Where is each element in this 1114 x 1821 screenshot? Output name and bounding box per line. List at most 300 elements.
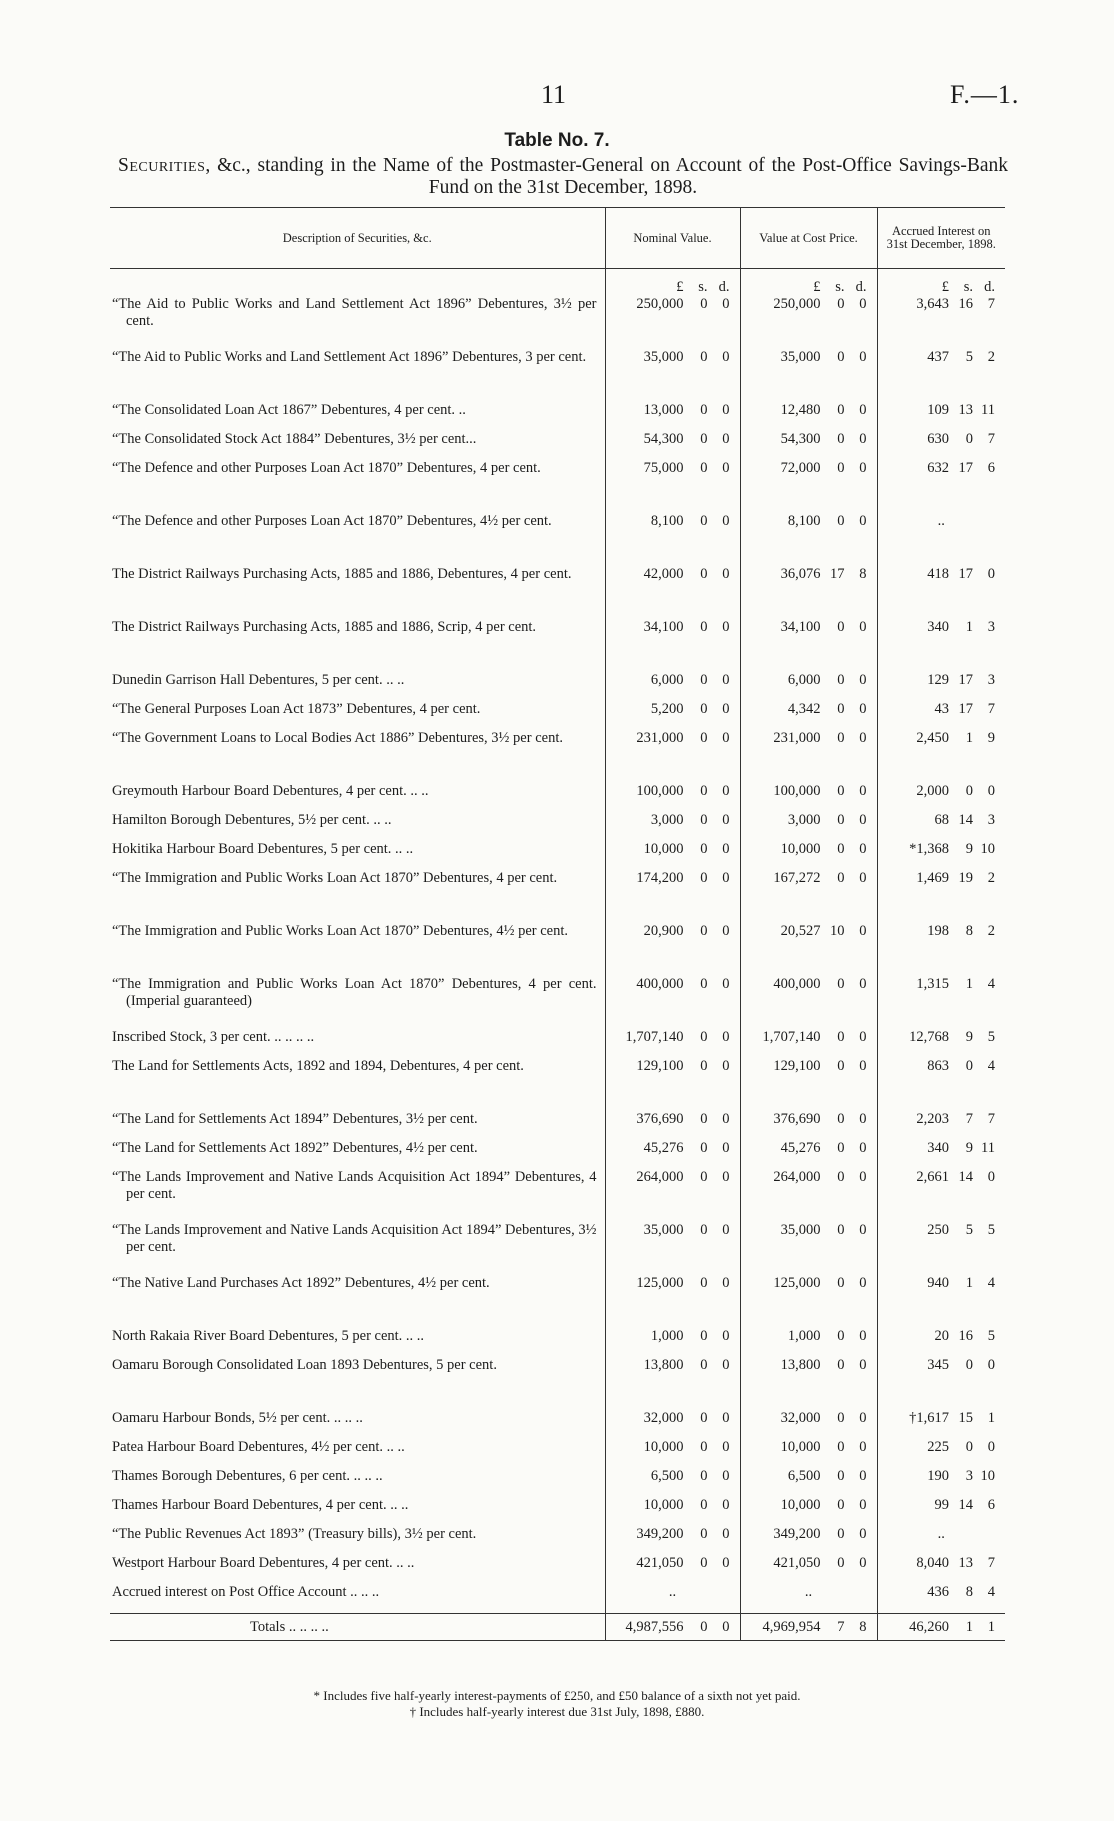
pounds: 36,076 [780, 566, 821, 582]
pence: 0 [859, 513, 867, 529]
amount [878, 1140, 1006, 1157]
shillings: 14 [958, 812, 973, 828]
pence: 0 [722, 812, 730, 828]
accrued-interest [877, 513, 1005, 566]
pence: 0 [859, 1140, 867, 1156]
pounds: 231,000 [636, 730, 684, 746]
nominal-value [605, 1497, 740, 1526]
amount [741, 1140, 877, 1157]
security-description [110, 1275, 605, 1328]
shillings: 14 [958, 1169, 973, 1185]
amount [878, 730, 1006, 747]
description-text: Oamaru Harbour Bonds, 5½ per cent. .. .. .. [112, 1410, 363, 1426]
shillings: 0 [837, 812, 845, 828]
accrued-interest [877, 431, 1005, 460]
table-row [110, 1111, 1005, 1140]
accrued-interest [877, 1357, 1005, 1410]
pence: 0 [722, 1328, 730, 1344]
pence: 0 [722, 701, 730, 717]
currency-nominal: £ s. d. [605, 269, 740, 297]
subtitle-rest: , &c., standing in the Name of the Postmaster-General on Account of the Post-Office Savings-Bank Fund on the 31st December, 1898. [205, 155, 1008, 198]
amount [741, 1328, 877, 1345]
security-description [110, 730, 605, 783]
table-row [110, 1357, 1005, 1410]
shillings: 0 [837, 296, 845, 312]
description-text: Thames Harbour Board Debentures, 4 per cent. .. .. [112, 1497, 409, 1513]
nominal-value [605, 1275, 740, 1328]
pence: 0 [722, 1140, 730, 1156]
pounds: 167,272 [773, 870, 821, 886]
accrued-interest [877, 1410, 1005, 1439]
table-row [110, 783, 1005, 812]
accrued-interest [877, 566, 1005, 619]
shillings: 0 [837, 1497, 845, 1513]
amount [606, 783, 740, 800]
amount [741, 672, 877, 689]
amount [741, 841, 877, 858]
pounds: *1,368 [909, 841, 949, 857]
pence: 10 [980, 841, 995, 857]
shillings: 13 [958, 402, 973, 418]
pounds: 34,100 [643, 619, 684, 635]
pence: 6 [987, 1497, 995, 1513]
shillings: 0 [837, 1357, 845, 1373]
footnote-asterisk: * Includes five half-yearly interest-payments of £250, and £50 balance of a sixth not yet paid. [313, 1688, 801, 1703]
accrued-interest [877, 783, 1005, 812]
table-row [110, 402, 1005, 431]
shillings: 0 [837, 730, 845, 746]
description-text: Hokitika Harbour Board Debentures, 5 per cent. .. .. [112, 841, 414, 857]
pounds: 418 [927, 566, 949, 582]
shillings: 0 [837, 460, 845, 476]
shillings: 0 [837, 870, 845, 886]
pounds: 264,000 [636, 1169, 684, 1185]
pence: 8 [859, 1618, 867, 1635]
description-text: “The Immigration and Public Works Loan Act 1870” Debentures, 4 per cent. (Imperial guaranteed) [112, 976, 597, 1009]
pounds: 174,200 [636, 870, 684, 886]
shillings: 0 [837, 1058, 845, 1074]
cost-value [740, 1111, 877, 1140]
shillings: 5 [965, 1222, 973, 1238]
description-text: Hamilton Borough Debentures, 5½ per cent. .. .. [112, 812, 392, 828]
pounds: 129 [927, 672, 949, 688]
shillings: 0 [700, 1555, 708, 1571]
amount [606, 1169, 740, 1186]
amount [878, 1169, 1006, 1186]
cost-value [740, 701, 877, 730]
pounds: 35,000 [780, 349, 821, 365]
pounds: 32,000 [780, 1410, 821, 1426]
pence: 7 [987, 296, 995, 312]
table-row [110, 296, 1005, 349]
nominal-value [605, 672, 740, 701]
cost-value [740, 783, 877, 812]
security-description [110, 1111, 605, 1140]
description-text: The Land for Settlements Acts, 1892 and 1894, Debentures, 4 per cent. [112, 1058, 524, 1074]
amount [741, 566, 877, 583]
document-reference: F.—1. [950, 80, 1020, 109]
table-row [110, 870, 1005, 923]
shillings: 0 [837, 1468, 845, 1484]
pence: 0 [722, 1439, 730, 1455]
accrued-interest [877, 619, 1005, 672]
nominal-value [605, 431, 740, 460]
amount [878, 460, 1006, 477]
security-description [110, 1526, 605, 1555]
pence: 0 [859, 349, 867, 365]
pounds: 1,315 [916, 976, 949, 992]
shillings: 14 [958, 1497, 973, 1513]
amount [606, 1328, 740, 1345]
shillings: 0 [837, 1526, 845, 1542]
nominal-value [605, 812, 740, 841]
cost-value [740, 1497, 877, 1526]
pence: 7 [987, 431, 995, 447]
security-description [110, 783, 605, 812]
accrued-interest [877, 296, 1005, 349]
shillings: 0 [837, 349, 845, 365]
pounds: 437 [927, 349, 949, 365]
shillings: 0 [700, 672, 708, 688]
nominal-value [605, 402, 740, 431]
pounds: 198 [927, 923, 949, 939]
pence: 4 [987, 1275, 995, 1291]
amount [741, 870, 877, 887]
shillings: 0 [837, 1275, 845, 1291]
description-text: “The Land for Settlements Act 1894” Debentures, 3½ per cent. [112, 1111, 478, 1127]
amount [741, 783, 877, 800]
description-text: Accrued interest on Post Office Account .. .. .. [112, 1584, 380, 1600]
nominal-value [605, 1439, 740, 1468]
amount [878, 672, 1006, 689]
security-description [110, 460, 605, 513]
pence: 5 [987, 1222, 995, 1238]
pounds: 940 [927, 1275, 949, 1291]
table-row [110, 923, 1005, 976]
amount [878, 923, 1006, 940]
pence: 7 [987, 701, 995, 717]
shillings: 0 [700, 1618, 708, 1635]
table-row [110, 1468, 1005, 1497]
pounds: 10,000 [643, 1497, 684, 1513]
accrued-interest [877, 923, 1005, 976]
pounds: 4,342 [787, 701, 821, 717]
shillings: 0 [700, 1526, 708, 1542]
accrued-interest [877, 1029, 1005, 1058]
page-number: 11 [541, 80, 567, 109]
pounds: 42,000 [643, 566, 684, 582]
pounds: 10,000 [780, 841, 821, 857]
pence: 4 [987, 1058, 995, 1074]
shillings: 0 [700, 1222, 708, 1238]
pence: 0 [722, 1555, 730, 1571]
amount [878, 1468, 1006, 1485]
amount [878, 1111, 1006, 1128]
shillings: 0 [837, 701, 845, 717]
nominal-value [605, 1140, 740, 1169]
pence: 0 [722, 672, 730, 688]
pence: 0 [859, 976, 867, 992]
security-description [110, 566, 605, 619]
shillings: 0 [837, 783, 845, 799]
pence: 4 [987, 976, 995, 992]
pence: 0 [859, 1357, 867, 1373]
accrued-interest [877, 730, 1005, 783]
amount [741, 431, 877, 448]
shillings: 0 [837, 672, 845, 688]
shillings: 0 [965, 1058, 973, 1074]
pounds: 632 [927, 460, 949, 476]
nominal-value [605, 1111, 740, 1140]
pounds: 4,987,556 [625, 1618, 684, 1635]
shillings: 0 [700, 730, 708, 746]
amount [606, 1439, 740, 1456]
pence: 0 [859, 730, 867, 746]
pounds: 421,050 [773, 1555, 821, 1571]
shillings: 13 [958, 1555, 973, 1571]
shillings: 0 [700, 1140, 708, 1156]
pounds: 6,000 [787, 672, 821, 688]
pence: 0 [859, 402, 867, 418]
amount [606, 1468, 740, 1485]
shillings: 0 [965, 1439, 973, 1455]
pounds: 129,100 [636, 1058, 684, 1074]
pence: 0 [859, 1555, 867, 1571]
pence: 0 [859, 812, 867, 828]
cost-value [740, 1410, 877, 1439]
total-accrued [877, 1614, 1005, 1641]
shillings: 0 [700, 701, 708, 717]
description-text: Greymouth Harbour Board Debentures, 4 per cent. .. .. [112, 783, 429, 799]
table-row [110, 1058, 1005, 1111]
pence: 0 [859, 1468, 867, 1484]
shillings: 3 [965, 1468, 973, 1484]
shillings: 0 [837, 1410, 845, 1426]
total-nominal [605, 1614, 740, 1641]
amount [606, 841, 740, 858]
pounds: 8,100 [787, 513, 821, 529]
shillings: 0 [700, 1357, 708, 1373]
shillings: 0 [700, 1410, 708, 1426]
amount [878, 1058, 1006, 1075]
amount [878, 1555, 1006, 1572]
shillings: 0 [700, 296, 708, 312]
table-row [110, 1029, 1005, 1058]
security-description [110, 672, 605, 701]
pence: 5 [987, 1029, 995, 1045]
nominal-value [605, 1584, 740, 1614]
security-description [110, 349, 605, 402]
security-description [110, 870, 605, 923]
pounds: 5,200 [650, 701, 684, 717]
pence: 5 [987, 1328, 995, 1344]
shillings: 17 [958, 566, 973, 582]
pounds: 2,661 [916, 1169, 949, 1185]
security-description [110, 701, 605, 730]
pounds: 349,200 [636, 1526, 684, 1542]
cost-value [740, 1275, 877, 1328]
pence: 0 [859, 296, 867, 312]
accrued-interest [877, 1468, 1005, 1497]
pence: 0 [859, 619, 867, 635]
pence: 0 [859, 672, 867, 688]
col-header-nominal: Nominal Value. [605, 208, 740, 269]
cost-value [740, 841, 877, 870]
header-row [110, 208, 1005, 269]
shillings: 1 [965, 1618, 973, 1635]
accrued-interest [877, 812, 1005, 841]
nominal-value [605, 460, 740, 513]
description-text: “The Government Loans to Local Bodies Act 1886” Debentures, 3½ per cent. [112, 730, 563, 746]
pence: 0 [859, 1410, 867, 1426]
pounds: 4,969,954 [762, 1618, 821, 1635]
pence: 8 [859, 566, 867, 582]
shillings: 0 [837, 1169, 845, 1185]
shillings: 0 [837, 513, 845, 529]
pounds: 6,000 [650, 672, 684, 688]
amount [741, 1111, 877, 1128]
amount [741, 812, 877, 829]
description-text: “The Defence and other Purposes Loan Act 1870” Debentures, 4 per cent. [112, 460, 541, 476]
pence: 0 [859, 1439, 867, 1455]
shillings: 17 [958, 672, 973, 688]
amount [741, 1497, 877, 1514]
pounds: 68 [934, 812, 949, 828]
pence: 0 [859, 1058, 867, 1074]
description-text: “The Consolidated Stock Act 1884” Debentures, 3½ per cent... [112, 431, 477, 447]
accrued-interest [877, 1439, 1005, 1468]
cost-value [740, 1222, 877, 1275]
pence: 4 [987, 1584, 995, 1600]
security-description [110, 1439, 605, 1468]
pounds: 10,000 [780, 1497, 821, 1513]
pounds: 12,480 [780, 402, 821, 418]
shillings: 0 [700, 460, 708, 476]
table-row [110, 513, 1005, 566]
accrued-interest [877, 672, 1005, 701]
cost-value [740, 870, 877, 923]
shillings: 0 [700, 976, 708, 992]
shillings: 0 [965, 1357, 973, 1373]
amount [878, 701, 1006, 718]
nominal-value [605, 783, 740, 812]
pounds: 1,469 [916, 870, 949, 886]
accrued-interest [877, 976, 1005, 1029]
accrued-interest [877, 1555, 1005, 1584]
nominal-value [605, 619, 740, 672]
table-row [110, 1275, 1005, 1328]
pence: 0 [722, 1410, 730, 1426]
shillings: 0 [700, 1169, 708, 1185]
amount [741, 513, 877, 530]
amount [878, 1275, 1006, 1292]
amount [606, 1619, 740, 1636]
shillings: 16 [958, 1328, 973, 1344]
pence: 9 [987, 730, 995, 746]
table-row [110, 1555, 1005, 1584]
pence: 10 [980, 1468, 995, 1484]
description-text: Oamaru Borough Consolidated Loan 1893 Debentures, 5 per cent. [112, 1357, 497, 1373]
pounds: 250,000 [773, 296, 821, 312]
pence: 0 [722, 1526, 730, 1542]
shillings: 17 [958, 701, 973, 717]
security-description [110, 1497, 605, 1526]
description-text: The District Railways Purchasing Acts, 1885 and 1886, Scrip, 4 per cent. [112, 619, 537, 635]
shillings: 0 [700, 870, 708, 886]
security-description [110, 923, 605, 976]
security-description [110, 812, 605, 841]
accrued-interest [877, 1526, 1005, 1555]
security-description [110, 1328, 605, 1357]
pence: 0 [722, 1058, 730, 1074]
table-row [110, 976, 1005, 1029]
pence: 0 [722, 431, 730, 447]
currency-cost: £ s. d. [740, 269, 877, 297]
pounds: 35,000 [780, 1222, 821, 1238]
accrued-interest [877, 1111, 1005, 1140]
table-row [110, 1410, 1005, 1439]
shillings: 0 [837, 431, 845, 447]
amount [606, 1222, 740, 1239]
pounds: 20,527 [780, 923, 821, 939]
pence: 0 [859, 701, 867, 717]
pence: 3 [987, 619, 995, 635]
nominal-value [605, 923, 740, 976]
shillings: 0 [837, 1140, 845, 1156]
shillings: 0 [965, 431, 973, 447]
pounds: 100,000 [773, 783, 821, 799]
shillings: 0 [837, 619, 845, 635]
shillings: 0 [700, 1439, 708, 1455]
nominal-value [605, 1029, 740, 1058]
cost-value [740, 513, 877, 566]
total-cost [740, 1614, 877, 1641]
table-row [110, 672, 1005, 701]
pounds: 6,500 [787, 1468, 821, 1484]
pence: 2 [987, 349, 995, 365]
nominal-value [605, 296, 740, 349]
pounds: 109 [927, 402, 949, 418]
cost-value [740, 976, 877, 1029]
amount [878, 1584, 1006, 1601]
security-description [110, 1468, 605, 1497]
pence: 0 [859, 431, 867, 447]
amount [606, 1029, 740, 1046]
security-description [110, 1058, 605, 1111]
cost-value [740, 1555, 877, 1584]
security-description [110, 976, 605, 1029]
shillings: 5 [965, 349, 973, 365]
amount [606, 1357, 740, 1374]
pence: 0 [722, 1169, 730, 1185]
shillings: 0 [700, 1275, 708, 1291]
table-row [110, 460, 1005, 513]
col-header-accrued: Accrued Interest on 31st December, 1898. [877, 208, 1005, 269]
pounds: 125,000 [636, 1275, 684, 1291]
cost-value [740, 402, 877, 431]
cost-value [740, 1029, 877, 1058]
pounds: 190 [927, 1468, 949, 1484]
amount [606, 1058, 740, 1075]
shillings: 9 [965, 841, 973, 857]
shillings: 0 [700, 783, 708, 799]
pounds: 3,000 [787, 812, 821, 828]
pounds: 99 [934, 1497, 949, 1513]
table-row [110, 566, 1005, 619]
pence: 0 [722, 1497, 730, 1513]
amount [741, 1410, 877, 1427]
pence: 7 [987, 1555, 995, 1571]
